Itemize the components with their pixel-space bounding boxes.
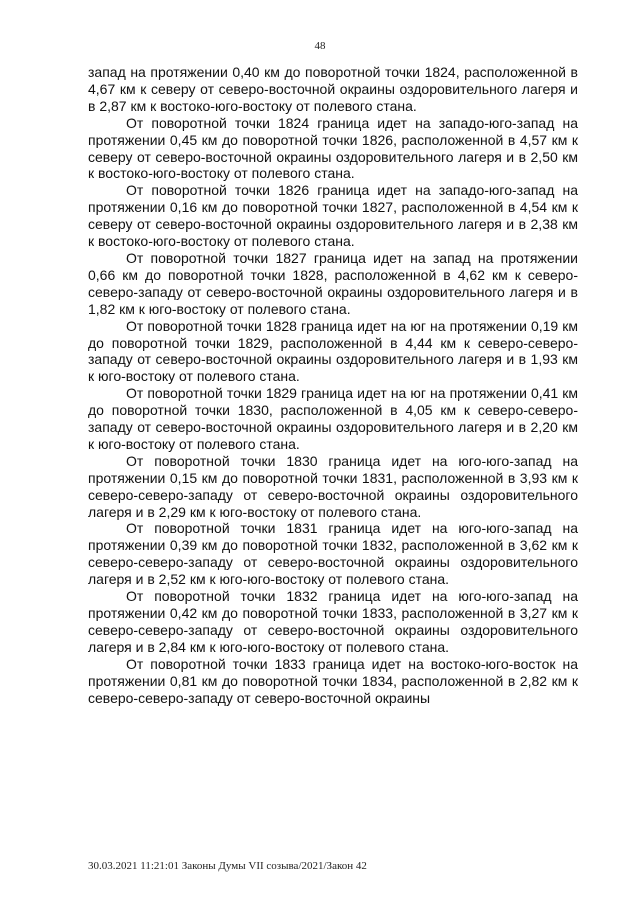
paragraph: От поворотной точки 1831 граница идет на юго-юго-запад на протяжении 0,39 км до поворотной точки 1832, расположенной в 3,62 км к северо-северо-западу от северо-восточной окраины оздоровительного лагеря и в 2,52 км к юго-юго-востоку от полевого стана. (88, 520, 578, 588)
paragraph: От поворотной точки 1830 граница идет на юго-юго-запад на протяжении 0,15 км до поворотной точки 1831, расположенной в 3,93 км к северо-северо-западу от северо-восточной окраины оздоровительного лагеря и в 2,29 км к юго-востоку от полевого стана. (88, 452, 578, 520)
body-text (88, 64, 578, 706)
paragraph: запад на протяжении 0,40 км до поворотной точки 1824, расположенной в 4,67 км к северу от северо-восточной окраины оздоровительного лагеря и в 2,87 км к востоко-юго-востоку от полевого стана. (88, 64, 578, 114)
paragraph: От поворотной точки 1826 граница идет на западо-юго-запад на протяжении 0,16 км до поворотной точки 1827, расположенной в 4,54 км к северу от северо-восточной окраины оздоровительного лагеря и в 2,38 км к востоко-юго-востоку от полевого стана. (88, 182, 578, 250)
paragraph: От поворотной точки 1833 граница идет на востоко-юго-восток на протяжении 0,81 км до поворотной точки 1834, расположенной в 2,82 км к северо-северо-западу от северо-восточной окраины (88, 655, 578, 706)
paragraph: От поворотной точки 1828 граница идет на юг на протяжении 0,19 км до поворотной точки 1829, расположенной в 4,44 км к северо-северо-западу от северо-восточной окраины оздоровительного лагеря и в 1,93 км к юго-востоку от полевого стана. (88, 317, 578, 385)
paragraph: От поворотной точки 1824 граница идет на западо-юго-запад на протяжении 0,45 км до поворотной точки 1826, расположенной в 4,57 км к северу от северо-восточной окраины оздоровительного лагеря и в 2,50 км к востоко-юго-востоку от полевого стана. (88, 114, 578, 182)
paragraph: От поворотной точки 1827 граница идет на запад на протяжении 0,66 км до поворотной точки 1828, расположенной в 4,62 км к северо-северо-западу от северо-восточной окраины оздоровительного лагеря и в 1,82 км к юго-востоку от полевого стана. (88, 249, 578, 317)
paragraph: От поворотной точки 1829 граница идет на юг на протяжении 0,41 км до поворотной точки 1830, расположенной в 4,05 км к северо-северо-западу от северо-восточной окраины оздоровительного лагеря и в 2,20 км к юго-востоку от полевого стана. (88, 385, 578, 452)
document-footer: 30.03.2021 11:21:01 Законы Думы VII созыва/2021/Закон 42 (88, 860, 367, 872)
paragraph: От поворотной точки 1832 граница идет на юго-юго-запад на протяжении 0,42 км до поворотной точки 1833, расположенной в 3,27 км к северо-северо-западу от северо-восточной окраины оздоровительного лагеря и в 2,84 км к юго-юго-востоку от полевого стана. (88, 588, 578, 655)
page-number: 48 (314, 40, 326, 52)
